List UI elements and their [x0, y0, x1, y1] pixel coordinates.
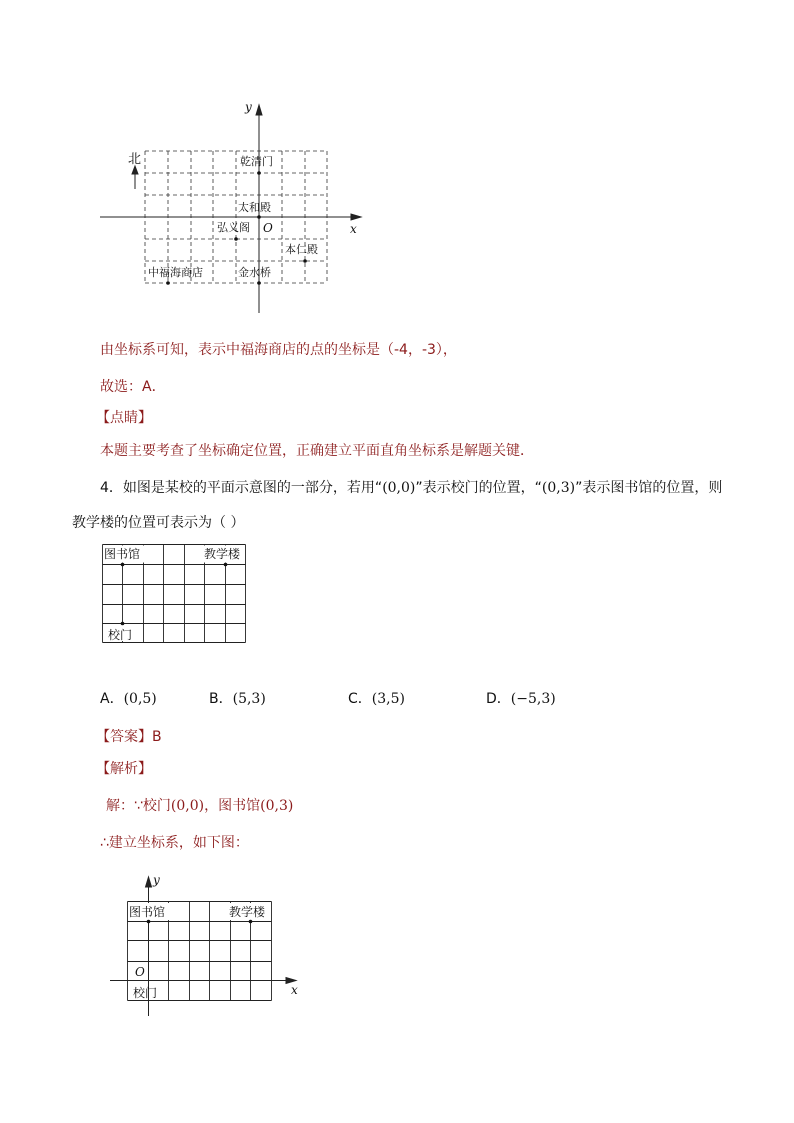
place-label-hongyige: 弘义阁: [217, 221, 250, 234]
question-4-line-2: 教学楼的位置可表示为（ ）: [72, 515, 245, 531]
question-number: 4．: [100, 480, 123, 496]
teaching-building-label: 教学楼: [229, 905, 266, 919]
origin-label: O: [263, 221, 273, 235]
palace-coordinate-figure: [95, 95, 375, 325]
coord-gate: (0,0): [382, 480, 416, 496]
point-hongyige: [234, 237, 238, 241]
point-teaching-building: [224, 563, 228, 567]
gate-label: 校门: [108, 628, 133, 642]
analysis-line-1: 解：∵校门(0,0)，图书馆(0,3): [106, 798, 294, 814]
place-label-qianqingmen: 乾清门: [240, 155, 273, 168]
solution-line-2: 故选：A．: [100, 379, 166, 395]
origin-label: O: [135, 965, 145, 979]
x-axis-label: x: [350, 222, 357, 236]
answer-tag: 【答案】: [96, 729, 152, 745]
place-label-benrendian: 本仁殿: [285, 243, 318, 256]
point-jinshuiqiao: [257, 281, 261, 285]
gate-label: 校门: [133, 986, 158, 1000]
coord-library: (0,3): [541, 480, 576, 496]
analysis-line-2: ∴建立坐标系，如下图：: [100, 835, 249, 851]
place-label-jinshuiqiao: 金水桥: [238, 266, 271, 279]
answer-line: [96, 728, 162, 746]
library-label: 图书馆: [129, 905, 166, 919]
analysis-tag: 【解析】: [96, 761, 152, 777]
y-axis-label: y: [245, 100, 252, 114]
point-benrendian: [303, 259, 307, 263]
question-4-line-1: 4．如图是某校的平面示意图的一部分，若用“(0,0)”表示校门的位置，“(0,3)”表示图书馆的位置，则: [100, 480, 723, 496]
option-a[interactable]: A．(0,5): [100, 691, 157, 707]
comment-tag: 【点睛】: [96, 410, 152, 426]
school-plan-figure: [100, 542, 250, 646]
x-axis-label: x: [291, 983, 298, 997]
teaching-building-label: 教学楼: [204, 547, 241, 561]
point-taihedian: [257, 215, 261, 219]
option-c[interactable]: C．(3,5): [348, 691, 405, 707]
point-gate: [121, 622, 125, 626]
north-label: 北: [128, 152, 142, 167]
place-label-taihedian: 太和殿: [238, 201, 271, 214]
comment-text: 本题主要考查了坐标确定位置，正确建立平面直角坐标系是解题关键．: [100, 443, 534, 459]
point-teaching-building: [249, 920, 253, 924]
school-coordinate-figure: [105, 870, 310, 1020]
point-library: [147, 920, 151, 924]
option-d[interactable]: D．(−5,3): [486, 691, 556, 707]
answer-value: B: [152, 729, 162, 745]
library-label: 图书馆: [104, 547, 141, 561]
point-library: [121, 563, 125, 567]
solution-line-1: 由坐标系可知，表示中福海商店的点的坐标是（-4，-3），: [100, 342, 457, 358]
point-zhongfuhai: [166, 281, 170, 285]
option-b[interactable]: B．(5,3): [209, 691, 266, 707]
place-label-zhongfuhai: 中福海商店: [148, 266, 203, 279]
y-axis-label: y: [153, 873, 160, 887]
point-qianqingmen: [257, 171, 261, 175]
